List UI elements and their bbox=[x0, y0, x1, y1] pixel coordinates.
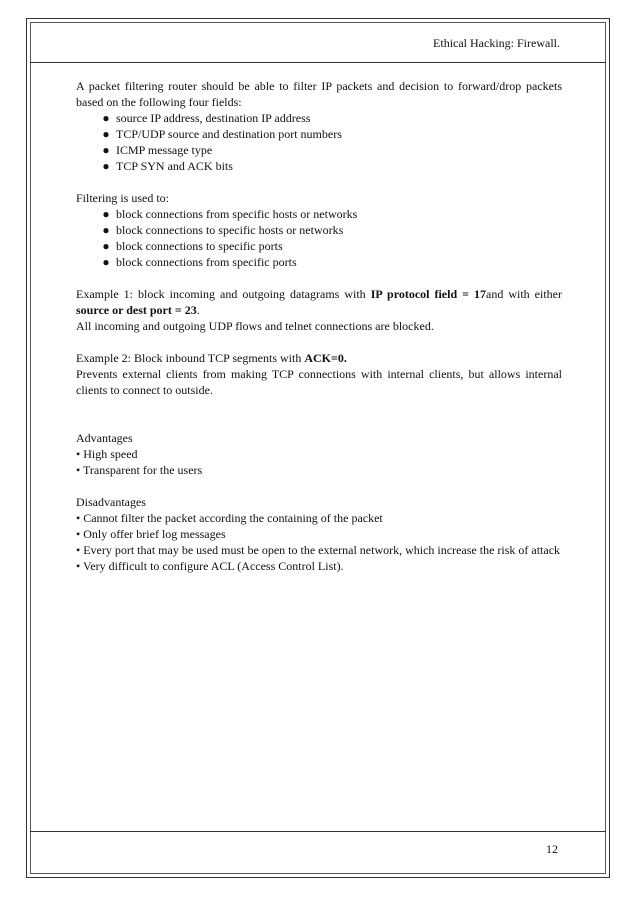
disadvantage-item: • Very difficult to configure ACL (Access Control List). bbox=[76, 559, 344, 573]
list-item: ● ICMP message type bbox=[100, 142, 562, 158]
list-item: ● block connections from specific hosts or networks bbox=[100, 206, 562, 222]
example-1-paragraph: Example 1: block incoming and outgoing datagrams with IP protocol field = 17and with either source or dest port = 23. bbox=[76, 287, 562, 317]
bullet-icon: ● bbox=[102, 207, 110, 221]
advantage-item: • Transparent for the users bbox=[76, 463, 203, 477]
filtering-paragraph: Filtering is used to: bbox=[76, 191, 169, 205]
list-item: ● block connections from specific ports bbox=[100, 254, 562, 270]
example-1-note: All incoming and outgoing UDP flows and telnet connections are blocked. bbox=[76, 319, 434, 333]
bullet-icon: ● bbox=[102, 111, 110, 125]
bullet-icon: ● bbox=[102, 143, 110, 157]
advantages-title: Advantages bbox=[76, 431, 133, 445]
disadvantage-item: • Every port that may be used must be open to the external network, which increase the risk of attack bbox=[76, 543, 561, 557]
example-2-note: Prevents external clients from making TCP connections with internal clients, but allows internal clients to connect to outside. bbox=[76, 367, 562, 397]
page-number: 12 bbox=[546, 842, 558, 856]
filtering-list bbox=[76, 206, 562, 270]
intro-list bbox=[76, 110, 562, 174]
disadvantage-item: • Only offer brief log messages bbox=[76, 527, 226, 541]
bullet-icon: ● bbox=[102, 127, 110, 141]
intro-paragraph: A packet filtering router should be able to filter IP packets and decision to forward/drop packets based on the following four fields: bbox=[76, 79, 562, 109]
list-item: ● TCP/UDP source and destination port numbers bbox=[100, 126, 562, 142]
disadvantages-title: Disadvantages bbox=[76, 495, 146, 509]
header-divider bbox=[30, 62, 606, 63]
page-content bbox=[76, 78, 562, 574]
list-item: ● block connections to specific ports bbox=[100, 238, 562, 254]
advantage-item: • High speed bbox=[76, 447, 138, 461]
list-item: ● TCP SYN and ACK bits bbox=[100, 158, 562, 174]
running-header: Ethical Hacking: Firewall. bbox=[433, 36, 560, 50]
bullet-icon: ● bbox=[102, 159, 110, 173]
bullet-icon: ● bbox=[102, 239, 110, 253]
list-item: ● block connections to specific hosts or networks bbox=[100, 222, 562, 238]
list-item: ● source IP address, destination IP address bbox=[100, 110, 562, 126]
footer-divider bbox=[30, 831, 606, 832]
disadvantage-item: • Cannot filter the packet according the containing of the packet bbox=[76, 511, 383, 525]
example-2-heading: Example 2: Block inbound TCP segments with ACK=0. bbox=[76, 351, 347, 365]
bullet-icon: ● bbox=[102, 223, 110, 237]
bullet-icon: ● bbox=[102, 255, 110, 269]
